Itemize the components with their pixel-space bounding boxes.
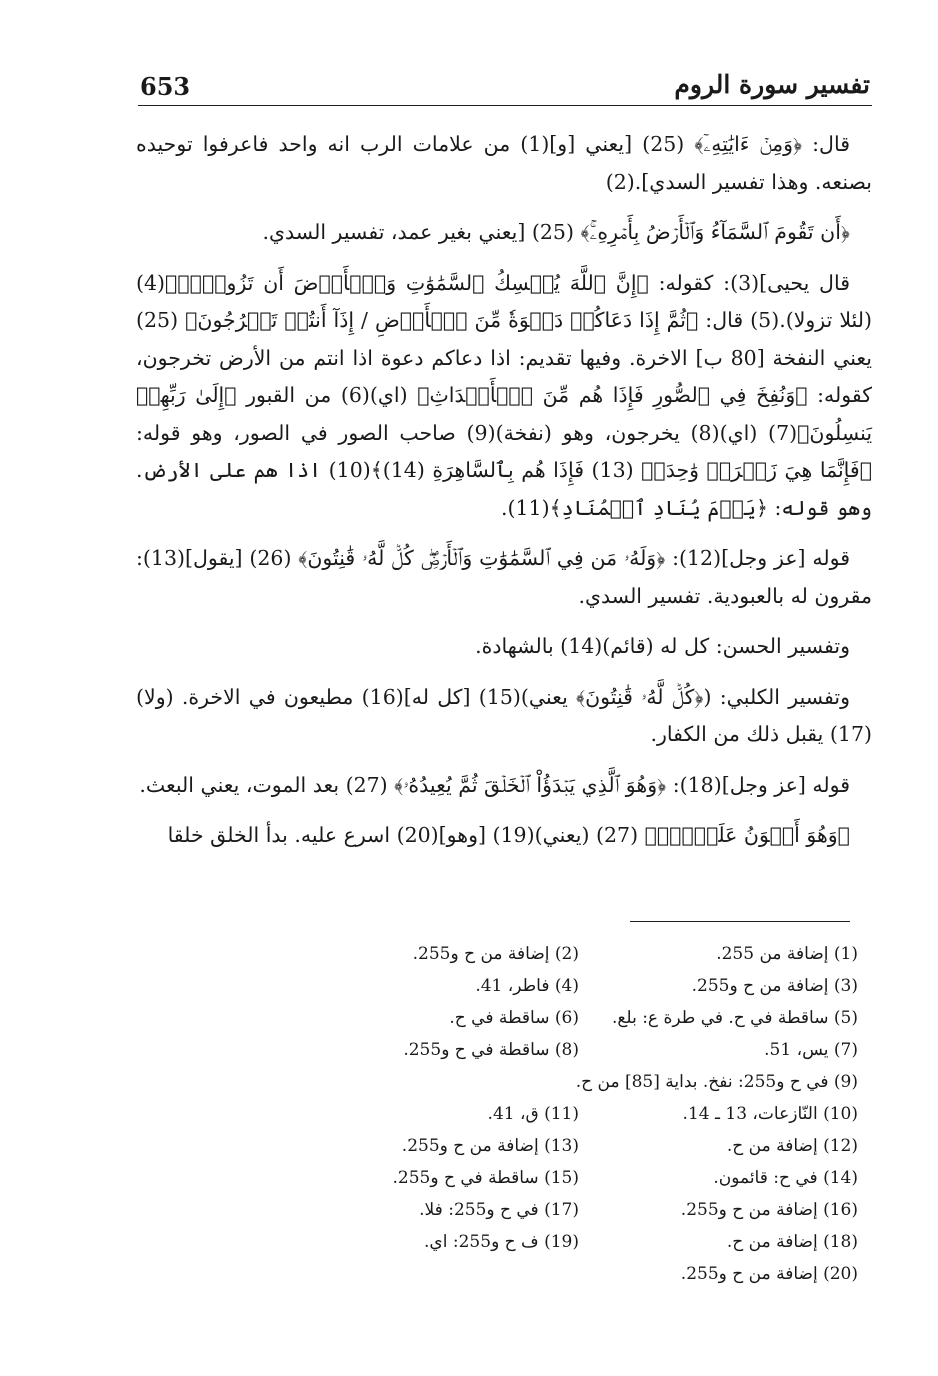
footnote: (17) في ح و255: فلا. <box>419 1200 579 1220</box>
page-header <box>138 68 872 104</box>
footnote: (7) يس، 51. <box>764 1040 858 1060</box>
footnote: (14) في ح: قائمون. <box>713 1168 858 1188</box>
footnote: (12) إضافة من ح. <box>726 1136 858 1156</box>
footnote: (18) إضافة من ح. <box>726 1232 858 1252</box>
footnote: (16) إضافة من ح و255. <box>680 1200 858 1220</box>
paragraph: ﴿وَهُوَ أَهۡوَنُ عَلَيۡهِۚ﴾ (27) (يعني)(19) [وهو](20) اسرع عليه. بدأ الخلق خلقا <box>167 823 850 847</box>
footnote: (3) إضافة من ح و255. <box>691 976 858 996</box>
main-text <box>136 126 872 868</box>
paragraph: وتفسير الكلبي: (﴿كُلّٞ لَّهُۥ قَٰنِتُونَ﴾ يعني)(15) [كل له](16) مطيعون في الاخرة. (ولا)(17) يقبل ذلك من الكفار. <box>136 684 872 746</box>
footnote-rule <box>630 921 850 922</box>
footnote: (1) إضافة من 255. <box>716 944 858 964</box>
footnote: (9) في ح و255: نفخ. بداية [85] من ح. <box>575 1072 858 1092</box>
paragraph: قال يحيى](3): كقوله: ﴿إِنَّ ٱللَّهَ يُمۡسِكُ ٱلسَّمَٰوَٰتِ وَٱلۡأَرۡضَ أَن تَزُولَاۚ﴾(4) (لئلا تزولا).(5) قال: ﴿ثُمَّ إِذَا دَعَاكُمۡ دَعۡوَةٗ مِّنَ ٱلۡأَرۡضِ / إِذَآ أَنتُمۡ تَخۡرُجُونَ﴾ (25) يعني النفخة [80 ب] الاخرة. وفيها تقديم: اذا دعاكم دعوة اذا انتم من الأرض تخرجون، كقوله: ﴿وَنُفِخَ فِي ٱلصُّورِ فَإِذَا هُم مِّنَ ٱلۡأَجۡدَاثِ﴾ (اي)(6) من القبور ﴿إِلَىٰ رَبِّهِمۡ يَنسِلُونَ﴾(7) (اي)(8) يخرجون، وهو (نفخة)(9) صاحب الصور في الصور، وهو قوله: ﴿فَإِنَّمَا هِيَ زَجۡرَةٞ وَٰحِدَةٞ (13) فَإِذَا هُم بِٱلسَّاهِرَةِ (14)﴾(10) اذا هم على الأرض. وهو قوله: ﴿يَوۡمَ يُنَادِ ٱلۡمُنَادِ﴾(11). <box>136 270 873 520</box>
running-title: تفسير سورة الروم <box>674 70 870 99</box>
footnote: (4) فاطر، 41. <box>475 976 579 996</box>
footnote: (2) إضافة من ح و255. <box>412 944 579 964</box>
header-rule <box>138 105 872 106</box>
paragraph: قوله [عز وجل](12): ﴿وَلَهُۥ مَن فِي ٱلسَّمَٰوَٰتِ وَٱلۡأَرۡضِۖ كُلّٞ لَّهُۥ قَٰنِتُونَ﴾ (26) [يقول](13): مقرون له بالعبودية. تفسير السدي. <box>136 546 872 608</box>
footnote: (15) ساقطة في ح و255. <box>392 1168 579 1188</box>
footnote: (10) النّازعات، 13 ـ 14. <box>682 1104 858 1124</box>
paragraph: وتفسير الحسن: كل له (قائم)(14) بالشهادة. <box>475 634 850 658</box>
footnote: (11) ق، 41. <box>487 1104 579 1124</box>
footnote: (8) ساقطة في ح و255. <box>403 1040 579 1060</box>
paragraph: قوله [عز وجل](18): ﴿وَهُوَ ٱلَّذِي يَبۡدَؤُاْ ٱلۡخَلۡقَ ثُمَّ يُعِيدُهُۥ﴾ (27) بعد الموت، يعني البعث. <box>139 772 850 797</box>
footnote: (13) إضافة من ح و255. <box>401 1136 579 1156</box>
footnote: (20) إضافة من ح و255. <box>680 1264 858 1284</box>
paragraph: ﴿أَن تَقُومَ ٱلسَّمَآءُ وَٱلۡأَرۡضُ بِأَمۡرِهِۦۚ﴾ (25) [يعني بغير عمد، تفسير السدي. <box>262 220 850 244</box>
page-number: 653 <box>140 72 191 101</box>
footnote: (6) ساقطة في ح. <box>449 1008 579 1028</box>
footnote: (5) ساقطة في ح. في طرة ع: بلع. <box>611 1008 858 1028</box>
paragraph: قال: ﴿وَمِنۡ ءَايَٰتِهِۦٓ﴾ (25) [يعني [و](1) من علامات الرب انه واحد فاعرفوا توحيده بصنعه. وهذا تفسير السدي].(2) <box>136 132 872 194</box>
footnotes <box>300 938 858 1290</box>
footnote: (19) ف ح و255: اي. <box>424 1232 579 1252</box>
